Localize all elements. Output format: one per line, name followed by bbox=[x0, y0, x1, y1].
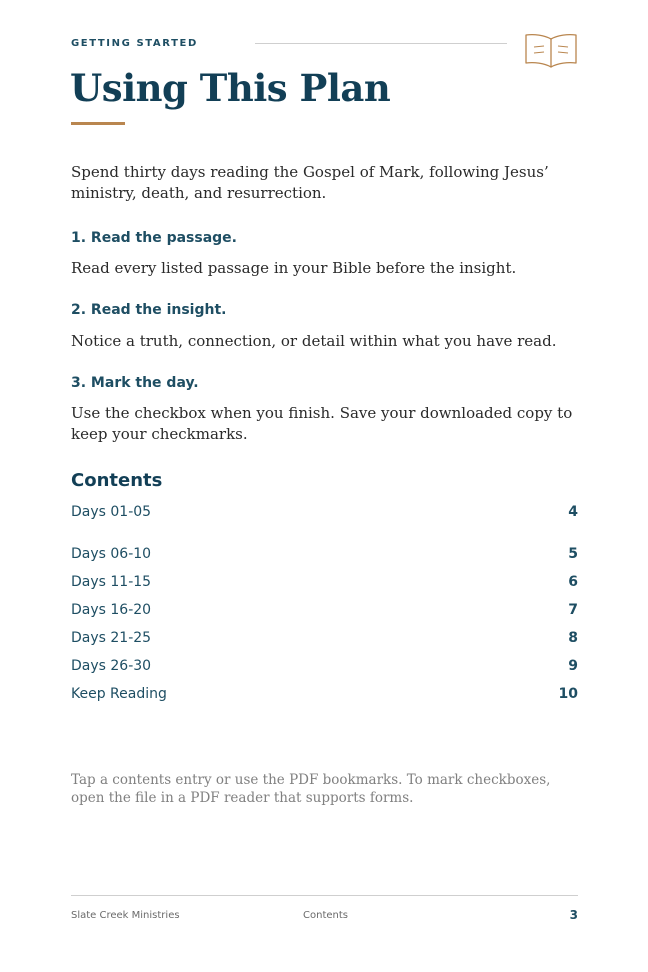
step-3-body: Use the checkbox when you finish. Save your downloaded copy to keep your checkmarks. bbox=[71, 404, 573, 443]
footer-publisher: Slate Creek Ministries bbox=[71, 910, 180, 921]
title-underline bbox=[71, 122, 125, 125]
header-divider bbox=[255, 43, 507, 44]
footer-page-number: 3 bbox=[569, 908, 578, 922]
contents-heading: Contents bbox=[71, 470, 163, 491]
footer-divider bbox=[71, 895, 578, 896]
toc-entry-page: 4 bbox=[568, 504, 578, 520]
step-1-body: Read every listed passage in your Bible before the insight. bbox=[71, 259, 517, 277]
toc-entry-page: 10 bbox=[558, 686, 578, 702]
toc-entry-page: 5 bbox=[568, 546, 578, 562]
toc-entry-page: 7 bbox=[568, 602, 578, 618]
toc-entry-label: Days 01-05 bbox=[71, 504, 152, 520]
step-3-heading: 3. Mark the day. bbox=[71, 375, 199, 391]
toc-entry-keep-reading[interactable] bbox=[71, 672, 578, 708]
toc-entry-label: Days 21-25 bbox=[71, 630, 152, 646]
toc-entry-page: 6 bbox=[568, 574, 578, 590]
open-book-icon bbox=[524, 32, 578, 68]
footer-section: Contents bbox=[303, 910, 348, 921]
page-title: Using This Plan bbox=[70, 66, 391, 110]
toc-entry-page: 9 bbox=[568, 658, 578, 674]
step-2-heading: 2. Read the insight. bbox=[71, 302, 227, 318]
table-of-contents bbox=[71, 504, 578, 708]
step-2-body: Notice a truth, connection, or detail within what you have read. bbox=[71, 332, 557, 350]
usage-note: Tap a contents entry or use the PDF bookmarks. To mark checkboxes, open the file in a PDF reader that supports forms. bbox=[71, 772, 551, 806]
toc-entry-label: Days 06-10 bbox=[71, 546, 152, 562]
section-kicker: GETTING STARTED bbox=[71, 38, 198, 49]
intro-paragraph: Spend thirty days reading the Gospel of Mark, following Jesus’ ministry, death, and resurrection. bbox=[71, 163, 549, 202]
toc-entry-label: Days 26-30 bbox=[71, 658, 152, 674]
toc-entry-page: 8 bbox=[568, 630, 578, 646]
toc-entry-label: Days 16-20 bbox=[71, 602, 152, 618]
toc-entry-label: Keep Reading bbox=[71, 686, 167, 702]
toc-entry-label: Days 11-15 bbox=[71, 574, 152, 590]
step-1-heading: 1. Read the passage. bbox=[71, 230, 237, 246]
